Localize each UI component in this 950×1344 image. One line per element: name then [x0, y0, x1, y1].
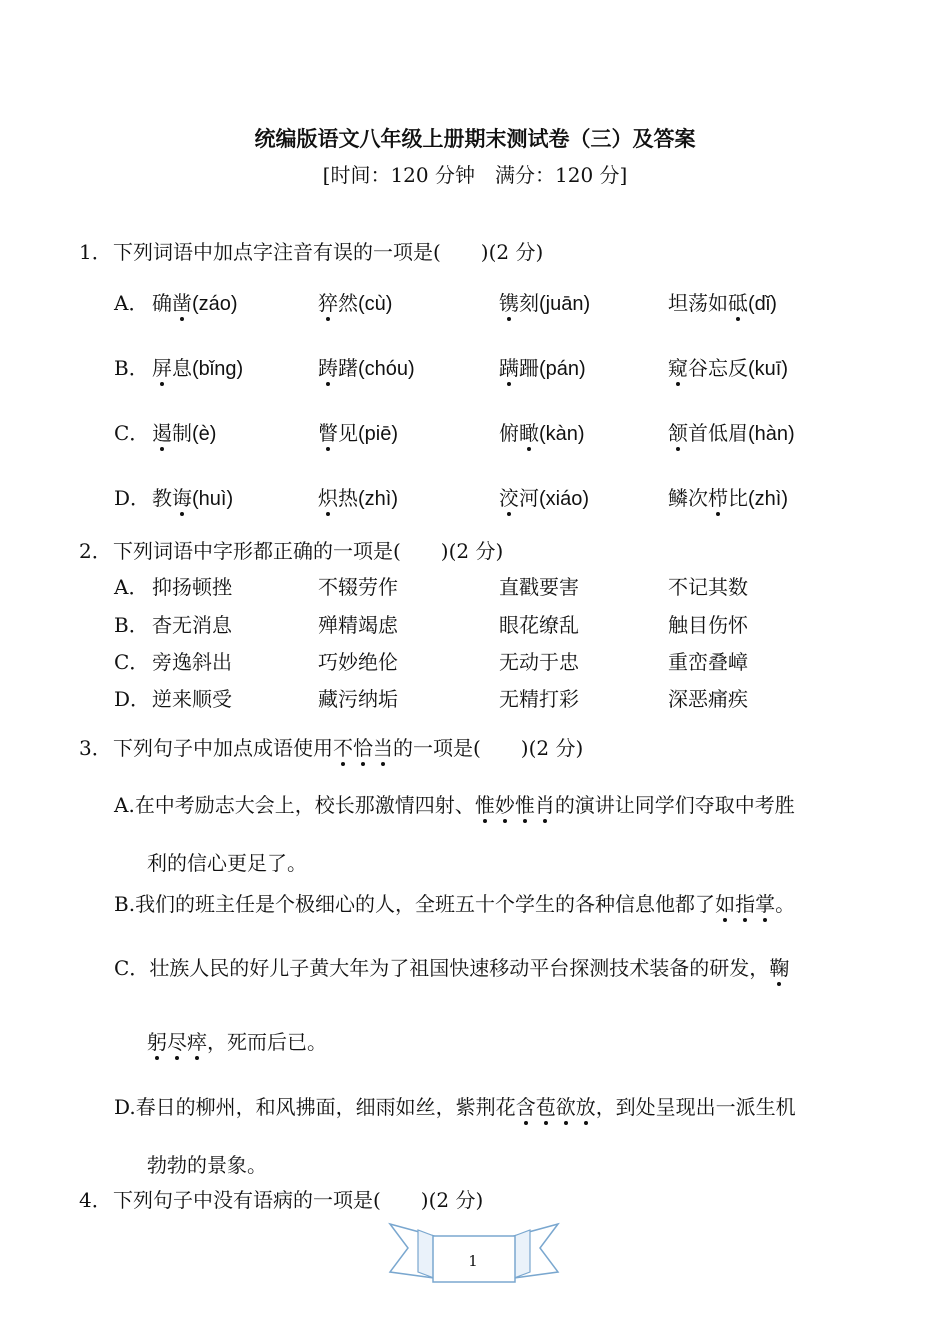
word: 眼花缭乱	[499, 613, 579, 637]
q3-option-c-continued	[114, 1032, 866, 1052]
word-with-pinyin	[318, 287, 392, 316]
dotted-char: 蹒	[499, 356, 519, 380]
word: 不记其数	[668, 575, 748, 599]
word: 抑扬顿挫	[152, 575, 232, 599]
pinyin: (huì)	[192, 488, 234, 510]
word-part: 跚	[519, 356, 539, 380]
dotted-char: 尽	[167, 1030, 187, 1054]
word-with-pinyin	[499, 417, 585, 446]
question-number: 4．	[79, 1188, 112, 1212]
page-number: 1	[468, 1252, 478, 1270]
q3-option-b	[114, 894, 866, 914]
pinyin: (chóu)	[358, 358, 415, 380]
dotted-char: 洨	[499, 486, 519, 510]
pinyin: (xiáo)	[539, 488, 590, 510]
dotted-char: 苞	[535, 1095, 556, 1119]
dotted-char: 猝	[318, 291, 338, 315]
dotted-char: 当	[373, 736, 393, 760]
option-label: C．	[114, 956, 150, 980]
word-part: 鳞次	[668, 486, 708, 510]
question-1	[79, 236, 543, 265]
dotted-char: 如	[715, 892, 736, 916]
word: 逆来顺受	[152, 687, 232, 711]
question-stem-post: 的一项是( )(2 分)	[393, 736, 584, 760]
pinyin: (cù)	[358, 293, 393, 315]
dotted-char: 鞠	[769, 956, 790, 980]
word: 殚精竭虑	[318, 613, 398, 637]
option-text: ，到处呈现出一派生机	[595, 1095, 796, 1119]
word-with-pinyin	[318, 417, 398, 446]
word-part: 确	[152, 291, 172, 315]
word-with-pinyin	[668, 287, 777, 316]
question-number: 3．	[79, 736, 112, 760]
question-3	[79, 732, 583, 761]
q3-option-d	[114, 1097, 866, 1175]
question-number: 2．	[79, 539, 112, 563]
option-text-continued: 利的信心更足了。	[147, 851, 307, 875]
option-label: D.	[114, 1095, 136, 1119]
dotted-char: 肖	[534, 793, 555, 817]
dotted-char: 诲	[172, 486, 192, 510]
option-label: C．	[114, 650, 150, 674]
option-label: C．	[114, 421, 150, 445]
word-part: 首低眉	[688, 421, 748, 445]
page-title: 统编版语文八年级上册期末测试卷（三）及答案	[254, 126, 696, 151]
option-text: ，死而后已。	[207, 1030, 327, 1054]
word: 旁逸斜出	[152, 650, 232, 674]
word-part: 息	[172, 356, 192, 380]
option-label: B．	[114, 356, 149, 380]
option-label: A.	[114, 793, 135, 817]
word-part: 俯	[499, 421, 519, 445]
q3-option-a	[114, 795, 866, 873]
word-with-pinyin	[499, 482, 589, 511]
dotted-char: 妙	[494, 793, 515, 817]
dotted-char: 恰	[353, 736, 373, 760]
option-label: D．	[114, 687, 151, 711]
word: 直戳要害	[499, 575, 579, 599]
word-part: 刻	[519, 291, 539, 315]
dotted-char: 窥	[668, 356, 688, 380]
word-part: 坦荡如	[668, 291, 728, 315]
pinyin: (zhì)	[748, 488, 788, 510]
word-with-pinyin	[499, 287, 590, 316]
option-label: B.	[114, 892, 136, 916]
question-stem: 下列词语中字形都正确的一项是( )(2 分)	[113, 539, 504, 563]
word: 深恶痛疾	[668, 687, 748, 711]
dotted-char: 颔	[668, 421, 688, 445]
question-4	[79, 1184, 483, 1213]
word-part: 躇	[338, 356, 358, 380]
question-2	[79, 535, 503, 564]
pinyin: (è)	[192, 423, 217, 445]
question-number: 1．	[79, 240, 112, 264]
question-stem: 下列词语中加点字注音有误的一项是( )(2 分)	[113, 240, 544, 264]
pinyin: (kàn)	[539, 423, 585, 445]
word-with-pinyin	[668, 352, 788, 381]
dotted-char: 瘁	[187, 1030, 207, 1054]
pinyin: (bǐng)	[192, 358, 244, 380]
word: 不辍劳作	[318, 575, 398, 599]
question-stem-pre: 下列句子中加点成语使用	[113, 736, 333, 760]
word-with-pinyin	[318, 352, 415, 381]
option-label: A．	[114, 291, 149, 315]
word-part: 谷忘反	[688, 356, 748, 380]
dotted-char: 砥	[728, 291, 748, 315]
dotted-char: 惟	[514, 793, 535, 817]
option-text: 壮族人民的好儿子黄大年为了祖国快速移动平台探测技术装备的研发，	[149, 956, 770, 980]
word: 触目伤怀	[668, 613, 748, 637]
pinyin: (hàn)	[748, 423, 795, 445]
exam-info: [时间：120 分钟 满分：120 分]	[322, 163, 628, 187]
word-with-pinyin	[152, 287, 238, 316]
option-text: 春日的柳州，和风拂面，细雨如丝，紫荆花	[135, 1095, 516, 1119]
word: 无动于忠	[499, 650, 579, 674]
word: 巧妙绝伦	[318, 650, 398, 674]
dotted-char: 瞰	[519, 421, 539, 445]
dotted-char: 屏	[152, 356, 172, 380]
word: 重峦叠嶂	[668, 650, 748, 674]
dotted-char: 不	[333, 736, 353, 760]
word-with-pinyin	[668, 482, 788, 511]
option-label: B．	[114, 613, 149, 637]
word-part: 比	[728, 486, 748, 510]
word-with-pinyin	[668, 417, 795, 446]
option-text: 。	[775, 892, 796, 916]
option-text: 在中考励志大会上，校长那激情四射、	[134, 793, 475, 817]
word: 无精打彩	[499, 687, 579, 711]
word: 杳无消息	[152, 613, 232, 637]
option-text-continued: 勃勃的景象。	[147, 1153, 267, 1177]
dotted-char: 掌	[755, 892, 776, 916]
option-text: 的演讲让同学们夺取中考胜	[554, 793, 795, 817]
word-with-pinyin	[499, 352, 586, 381]
option-text: 我们的班主任是个极细心的人，全班五十个学生的各种信息他都了	[135, 892, 716, 916]
word-part: 见	[338, 421, 358, 445]
dotted-char: 放	[575, 1095, 596, 1119]
pinyin: (dǐ)	[748, 293, 777, 315]
pinyin: (pán)	[539, 358, 586, 380]
option-label: A．	[114, 575, 149, 599]
dotted-char: 凿	[172, 291, 192, 315]
word-with-pinyin	[152, 352, 243, 381]
word-part: 教	[152, 486, 172, 510]
dotted-char: 栉	[708, 486, 728, 510]
word-part: 制	[172, 421, 192, 445]
pinyin: (piē)	[358, 423, 399, 445]
word-part: 河	[519, 486, 539, 510]
dotted-char: 躬	[147, 1030, 167, 1054]
word-part: 热	[338, 486, 358, 510]
dotted-char: 惟	[474, 793, 495, 817]
dotted-char: 炽	[318, 486, 338, 510]
word-with-pinyin	[318, 482, 398, 511]
word-with-pinyin	[152, 482, 233, 511]
question-stem: 下列句子中没有语病的一项是( )(2 分)	[113, 1188, 484, 1212]
word-with-pinyin	[152, 417, 216, 446]
q3-option-c	[114, 958, 866, 978]
dotted-char: 欲	[555, 1095, 576, 1119]
word: 藏污纳垢	[318, 687, 398, 711]
dotted-char: 瞥	[318, 421, 338, 445]
dotted-char: 指	[735, 892, 756, 916]
option-label: D．	[114, 486, 151, 510]
pinyin: (záo)	[192, 293, 238, 315]
pinyin: (zhì)	[358, 488, 398, 510]
dotted-char: 踌	[318, 356, 338, 380]
dotted-char: 含	[515, 1095, 536, 1119]
pinyin: (juān)	[539, 293, 591, 315]
dotted-char: 镌	[499, 291, 519, 315]
word-part: 然	[338, 291, 358, 315]
dotted-char: 遏	[152, 421, 172, 445]
pinyin: (kuī)	[748, 358, 788, 380]
